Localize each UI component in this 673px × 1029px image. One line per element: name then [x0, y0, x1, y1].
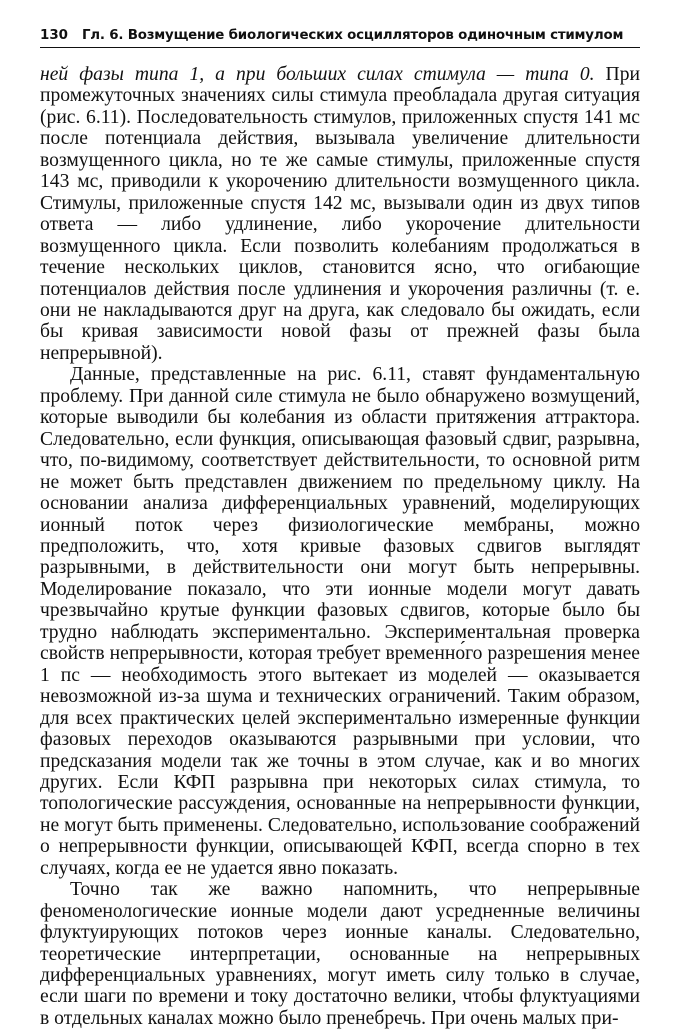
paragraph-1-italic-lead: ней фазы типа 1, а при больших силах стимула — типа 0.: [40, 64, 595, 85]
running-title: Гл. 6. Возмущение биологических осцилляторов одиночным стимулом: [81, 28, 624, 43]
paragraph-3: Точно так же важно напомнить, что непрерывные феноменологические ионные модели дают усредненные величины флуктуирующих потоков через ионные каналы. Следовательно, теоретические интерпретации, основанные на непрерывных дифференциальных уравнениях, могут иметь силу только в случае, если шаги по времени и току достаточно велики, чтобы флуктуациями в отдельных каналах можно было пренебречь. При очень малых при-: [40, 879, 640, 1029]
paragraph-2: Данные, представленные на рис. 6.11, ставят фундаментальную проблему. При данной силе стимула не было обнаружено возмущений, которые выводили бы колебания из области притяжения аттрактора. Следовательно, если функция, описывающая фазовый сдвиг, разрывна, что, по-видимому, соответствует действительности, то основной ритм не может быть представлен движением по предельному циклу. На основании анализа дифференциальных уравнений, моделирующих ионный поток через физиологические мембраны, можно предположить, что, хотя кривые фазовых сдвигов выглядят разрывными, в действительности они могут быть непрерывны. Моделирование показало, что эти ионные модели могут давать чрезвычайно крутые функции фазовых сдвигов, которые было бы трудно наблюдать экспериментально. Экспериментальная проверка свойств непрерывности, которая требует временно́го разрешения менее 1 пс — необходимость этого вытекает из моделей — оказывается невозможной из-за шума и технических ограничений. Таким образом, для всех практических целей экспериментально измеренные функции фазовых переходов оказываются разрывными при условии, что предсказания модели так же точны в этом случае, как и во многих других. Если КФП разрывна при некоторых силах стимула, то топологические рассуждения, основанные на непрерывности функции, не могут быть применены. Следовательно, использование соображений о непрерывности функции, описывающей КФП, всегда спорно в тех случаях, когда ее не удается явно показать.: [40, 364, 640, 879]
body-text: [40, 64, 640, 1029]
document-page: [40, 28, 640, 1029]
running-head: [40, 28, 640, 48]
page-number: 130: [40, 28, 68, 43]
paragraph-1: [40, 64, 640, 364]
paragraph-1-text: При промежуточных значениях силы стимула преобладала другая ситуация (рис. 6.11). Последовательность стимулов, приложенных спустя 141 мс после потенциала действия, вызывала увеличение длительности возмущенного цикла, но те же самые стимулы, приложенные спустя 143 мс, приводили к укорочению длительности возмущенного цикла. Стимулы, приложенные спустя 142 мс, вызывали один из двух типов ответа — либо удлинение, либо укорочение длительности возмущенного цикла. Если позволить колебаниям продолжаться в течение нескольких циклов, становится ясно, что огибающие потенциалов действия после удлинения и укорочения различны (т. е. они не накладываются друг на друга, как следовало бы ожидать, если бы кривая зависимости новой фазы от прежней фазы была непрерывной).: [40, 64, 640, 364]
